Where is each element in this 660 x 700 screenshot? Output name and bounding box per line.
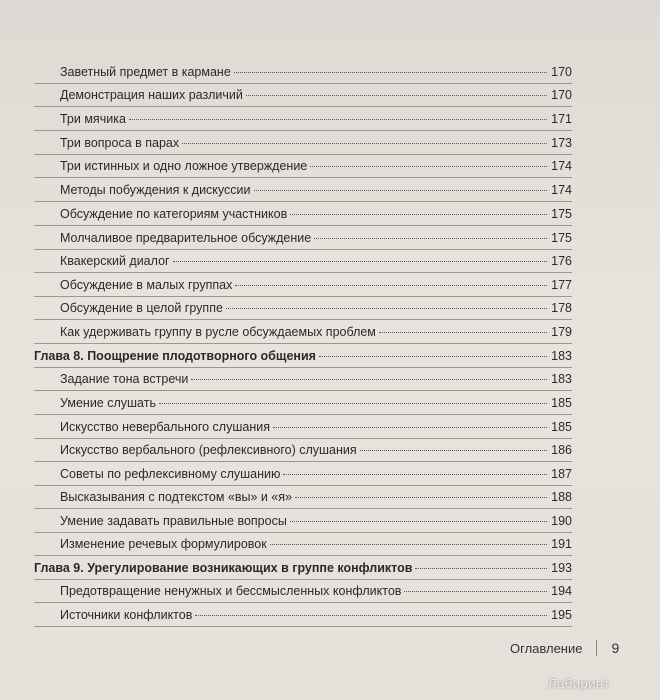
dot-leader — [360, 450, 547, 451]
divider — [34, 154, 572, 155]
toc-entry[interactable] — [60, 583, 572, 599]
toc-entry-title: Методы побуждения к дискуссии — [60, 183, 251, 197]
toc-entry-page: 170 — [551, 65, 572, 79]
toc-entry-title: Советы по рефлексивному слушанию — [60, 467, 281, 481]
toc-entry-page: 185 — [551, 396, 572, 410]
toc-entry-title: Умение слушать — [60, 396, 156, 410]
dot-leader — [246, 95, 547, 96]
toc-entry[interactable] — [60, 300, 572, 316]
divider — [34, 319, 572, 320]
toc-entry[interactable] — [60, 607, 572, 623]
dot-leader — [319, 356, 547, 357]
divider — [34, 390, 572, 391]
toc-entry[interactable] — [60, 489, 572, 505]
toc-entry-title: Высказывания с подтекстом «вы» и «я» — [60, 490, 293, 504]
dot-leader — [273, 427, 547, 428]
divider — [34, 177, 572, 178]
toc-entry[interactable] — [60, 324, 572, 340]
dot-leader — [254, 190, 548, 191]
toc-entry-page: 195 — [551, 608, 572, 622]
dot-leader — [129, 119, 547, 120]
toc-entry[interactable] — [60, 513, 572, 529]
toc-chapter-title: Глава 9. Урегулирование возникающих в группе конфликтов — [34, 561, 413, 575]
divider — [34, 438, 572, 439]
dot-leader — [234, 72, 547, 73]
toc-entry[interactable] — [60, 395, 572, 411]
divider — [34, 130, 572, 131]
dot-leader — [404, 591, 547, 592]
toc-entry[interactable] — [60, 466, 572, 482]
toc-entry-page: 177 — [551, 278, 572, 292]
page-footer — [510, 640, 619, 656]
toc-entry-page: 194 — [551, 584, 572, 598]
toc-entry-title: Заветный предмет в кармане — [60, 65, 231, 79]
toc-entry-page: 174 — [551, 183, 572, 197]
divider — [34, 579, 572, 580]
divider — [34, 367, 572, 368]
divider — [34, 343, 572, 344]
dot-leader — [270, 544, 547, 545]
toc-entry[interactable] — [60, 87, 572, 103]
toc-entry-title: Молчаливое предварительное обсуждение — [60, 231, 312, 245]
dot-leader — [295, 497, 547, 498]
divider — [34, 225, 572, 226]
toc-entry-title: Обсуждение по категориям участников — [60, 207, 288, 221]
divider — [34, 485, 572, 486]
toc-entry-title: Как удерживать группу в русле обсуждаемых проблем — [60, 325, 376, 339]
dot-leader — [290, 214, 547, 215]
dot-leader — [415, 568, 547, 569]
toc-entry-title: Три истинных и одно ложное утверждение — [60, 159, 308, 173]
toc-entry-page: 179 — [551, 325, 572, 339]
toc-entry-title: Задание тона встречи — [60, 372, 189, 386]
toc-chapter-title: Глава 8. Поощрение плодотворного общения — [34, 349, 316, 363]
divider — [34, 201, 572, 202]
toc-entry-page: 191 — [551, 537, 572, 551]
dot-leader — [314, 238, 547, 239]
divider — [34, 249, 572, 250]
dot-leader — [159, 403, 547, 404]
toc-entry[interactable] — [60, 111, 572, 127]
divider — [34, 296, 572, 297]
divider — [34, 626, 572, 627]
toc-entry-page: 170 — [551, 88, 572, 102]
toc-entry[interactable] — [60, 64, 572, 80]
divider — [34, 83, 572, 84]
toc-entry[interactable] — [60, 158, 572, 174]
divider — [34, 272, 572, 273]
toc-chapter-page: 193 — [551, 561, 572, 575]
dot-leader — [283, 474, 547, 475]
dot-leader — [379, 332, 547, 333]
dot-leader — [195, 615, 547, 616]
toc-entry-page: 185 — [551, 420, 572, 434]
toc-entry-title: Квакерский диалог — [60, 254, 170, 268]
divider — [34, 106, 572, 107]
dot-leader — [310, 166, 547, 167]
toc-entry-title: Обсуждение в целой группе — [60, 301, 223, 315]
divider — [34, 602, 572, 603]
toc-entry-title: Три мячика — [60, 112, 126, 126]
toc-entry-title: Изменение речевых формулировок — [60, 537, 267, 551]
toc-entry-title: Демонстрация наших различий — [60, 88, 243, 102]
dot-leader — [235, 285, 547, 286]
toc-chapter-page: 183 — [551, 349, 572, 363]
toc-entry-title: Предотвращение ненужных и бессмысленных конфликтов — [60, 584, 402, 598]
toc-entry-page: 187 — [551, 467, 572, 481]
toc-entry-page: 175 — [551, 207, 572, 221]
dot-leader — [182, 143, 547, 144]
divider — [34, 532, 572, 533]
toc-entry-page: 183 — [551, 372, 572, 386]
toc-entry-page: 174 — [551, 159, 572, 173]
toc-entry[interactable] — [60, 419, 572, 435]
toc-entry[interactable] — [60, 442, 572, 458]
toc-entry-title: Источники конфликтов — [60, 608, 193, 622]
toc-entry-page: 175 — [551, 231, 572, 245]
toc-entry[interactable] — [60, 230, 572, 246]
divider — [34, 414, 572, 415]
page-number: 9 — [611, 640, 620, 656]
divider — [34, 508, 572, 509]
toc-chapter[interactable] — [34, 348, 572, 364]
footer-separator — [596, 640, 597, 656]
toc-entry-page: 186 — [551, 443, 572, 457]
toc-entry-page: 188 — [551, 490, 572, 504]
toc-entry-title: Обсуждение в малых группах — [60, 278, 233, 292]
toc-entry[interactable] — [60, 253, 572, 269]
toc-chapter[interactable] — [34, 560, 572, 576]
toc-entry[interactable] — [60, 371, 572, 387]
watermark-logo: Лабиринт — [548, 676, 611, 691]
toc-entry[interactable] — [60, 206, 572, 222]
divider — [34, 555, 572, 556]
footer-section-label: Оглавление — [510, 640, 583, 656]
toc-entry-title: Умение задавать правильные вопросы — [60, 514, 287, 528]
toc-entry-page: 171 — [551, 112, 572, 126]
toc-entry[interactable] — [60, 536, 572, 552]
dot-leader — [226, 308, 547, 309]
dot-leader — [191, 379, 547, 380]
toc-entry[interactable] — [60, 182, 572, 198]
dot-leader — [290, 521, 547, 522]
toc-entry-title: Искусство вербального (рефлексивного) слушания — [60, 443, 357, 457]
toc-entry-title: Искусство невербального слушания — [60, 420, 270, 434]
toc-entry-page: 173 — [551, 136, 572, 150]
toc-entry-page: 178 — [551, 301, 572, 315]
toc-entry-page: 176 — [551, 254, 572, 268]
toc-entry[interactable] — [60, 277, 572, 293]
divider — [34, 461, 572, 462]
toc-entry-title: Три вопроса в парах — [60, 136, 180, 150]
toc-entry-page: 190 — [551, 514, 572, 528]
dot-leader — [173, 261, 547, 262]
toc-entry[interactable] — [60, 135, 572, 151]
